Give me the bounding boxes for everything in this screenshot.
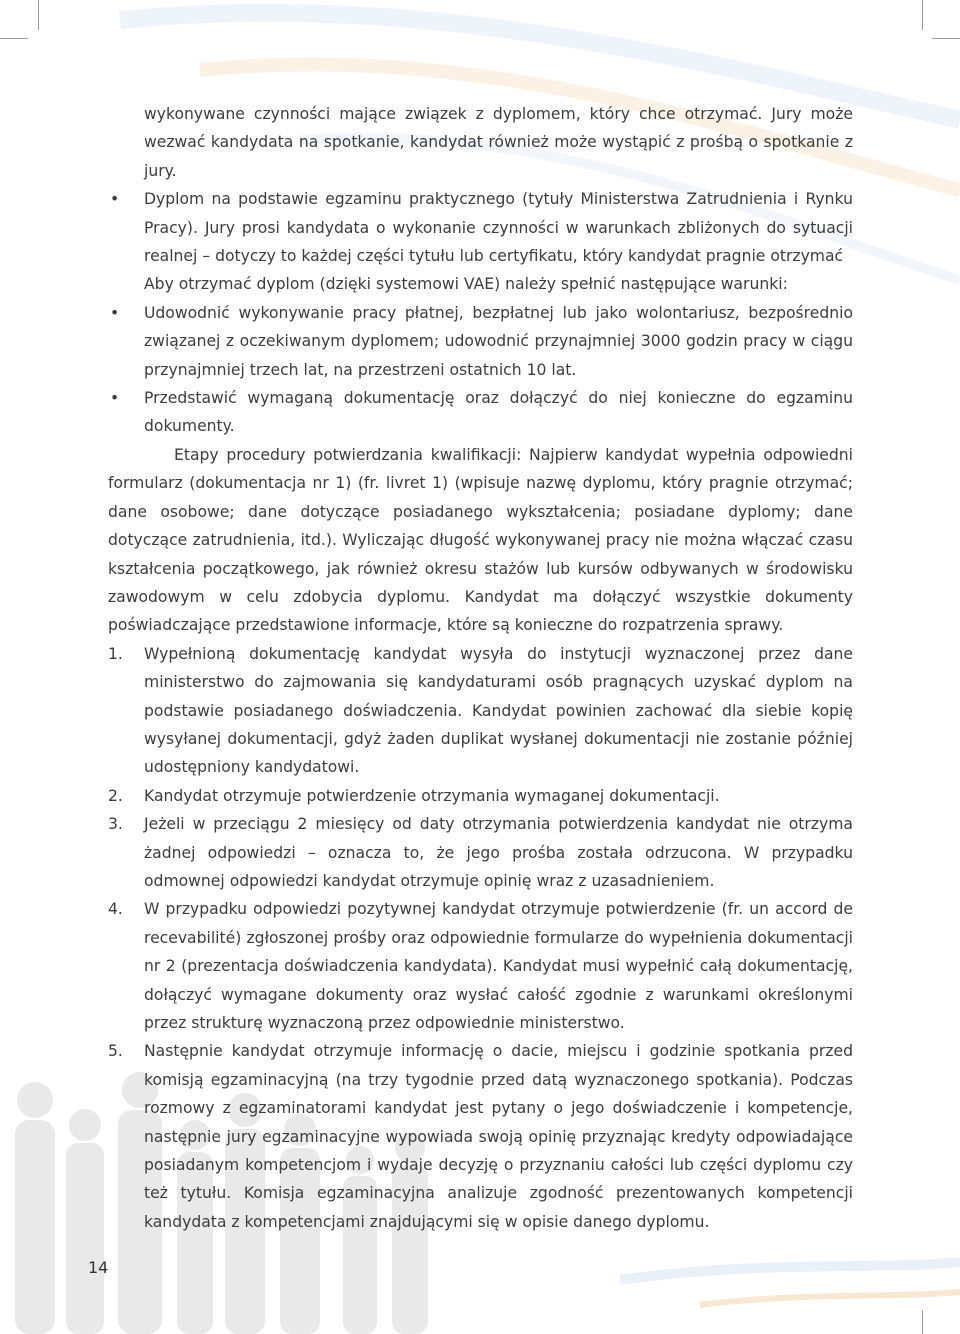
item-text: Wypełnioną dokumentację kandydat wysyła do instytucji wyznaczonej przez dane ministerstwo do zajmowania się kandydaturami osób pragnących uzyskać dyplom na podstawie posiadanego doświadczenia. Kandydat powinien zachować dla siebie kopię wysyłanej dokumentacji, gdyż żaden duplikat wysłanej dokumentacji nie zostanie później udostępniony kandydatowi. [144,644,853,777]
bullet-icon: • [110,389,120,408]
continued-text: wykonywane czynności mające związek z dyplomem, który chce otrzymać. Jury może wezwać kandydata na spotkanie, kandydat również może wystąpić z prośbą o spotkanie z jury. [144,105,853,180]
numbered-item [108,810,853,895]
item-number: 3. [108,815,123,834]
numbered-item [108,895,853,1037]
bullet-item [108,185,853,270]
item-text: Następnie kandydat otrzymuje informację o dacie, miejscu i godzinie spotkania przed komisją egzaminacyjną (na trzy tygodnie przed datą wyznaczonego spotkania). Podczas rozmowy z egzaminatorami kandydat jest pytany o jego doświadczenie i kompetencje, następnie jury egzaminacyjne wypowiada swoją opinię przyznając kredyty odpowiadające posiadanym kompetencjom i wydaje decyzję o przyznaniu całości lub części dyplomu czy też tytułu. Komisja egzaminacyjna analizuje zgodność prezentowanych kompetencji kandydata z kompetencjami znajdującymi się w opisie danego dyplomu. [144,1042,853,1231]
bullet-item [108,299,853,384]
document-body [108,100,853,1236]
item-number: 1. [108,644,123,663]
conditions-intro: Aby otrzymać dyplom (dzięki systemowi VAE) należy spełnić następujące warunki: [144,275,788,294]
item-text: Jeżeli w przeciągu 2 miesięcy od daty otrzymania potwierdzenia kandydat nie otrzyma żadnej odpowiedzi – oznacza to, że jego prośba została odrzucona. W przypadku odmownej odpowiedzi kandydat otrzymuje opinię wraz z uzasadnieniem. [144,815,853,890]
bullet-text: Udowodnić wykonywanie pracy płatnej, bezpłatnej lub jako wolontariusz, bezpośrednio związanej z oczekiwanym dyplomem; udowodnić przynajmniej 3000 godzin pracy w ciągu przynajmniej trzech lat, na przestrzeni ostatnich 10 lat. [144,303,853,379]
item-text: Kandydat otrzymuje potwierdzenie otrzymania wymaganej dokumentacji. [144,786,720,805]
item-text: W przypadku odpowiedzi pozytywnej kandydat otrzymuje potwierdzenie (fr. un accord de recevabilité) zgłoszonej prośby oraz odpowiednie formularze do wypełnienia dokumentacji nr 2 (prezentacja doświadczenia kandydata). Kandydat musi wypełnić całą dokumentację, dołączyć wymagane dokumenty oraz wysłać całość zgodnie z warunkami określonymi przez strukturę wyznaczoną przez odpowiednie ministerstwo. [144,900,853,1032]
bullet-icon: • [110,190,120,209]
bullet-text: Dyplom na podstawie egzaminu praktycznego (tytuły Ministerstwa Zatrudnienia i Rynku Pracy). Jury prosi kandydata o wykonanie czynności w warunkach zbliżonych do sytuacji realnej – dotyczy to każdej części tytułu lub certyfikatu, który kandydat pragnie otrzymać [144,190,853,266]
continued-paragraph [108,100,853,185]
page-number: 14 [88,1258,109,1277]
numbered-item [108,1037,853,1236]
stages-paragraph: Etapy procedury potwierdzania kwalifikacji: Najpierw kandydat wypełnia odpowiedni formularz (dokumentacja nr 1) (fr. livret 1) (wpisuje nazwę dyplomu, który pragnie otrzymać; dane osobowe; dane dotyczące posiadanego wykształcenia; posiadane dyplomy; dane dotyczące zatrudnienia, itd.). Wyliczając długość wykonywanej pracy nie można włączać czasu kształcenia początkowego, jak również okresu stażów lub kursów odbywanych w środowisku zawodowym w celu zdobycia dyplomu. Kandydat ma dołączyć wszystkie dokumenty poświadczające przedstawione informacje, które są konieczne do rozpatrzenia sprawy. [108,445,853,635]
numbered-item [108,782,853,810]
bullet-text: Przedstawić wymaganą dokumentację oraz dołączyć do niej konieczne do egzaminu dokumenty. [144,389,853,436]
item-number: 4. [108,900,123,919]
bullet-icon: • [110,303,120,322]
numbered-item [108,640,853,782]
item-number: 5. [108,1042,123,1061]
bullet-item [108,384,853,441]
item-number: 2. [108,786,123,805]
